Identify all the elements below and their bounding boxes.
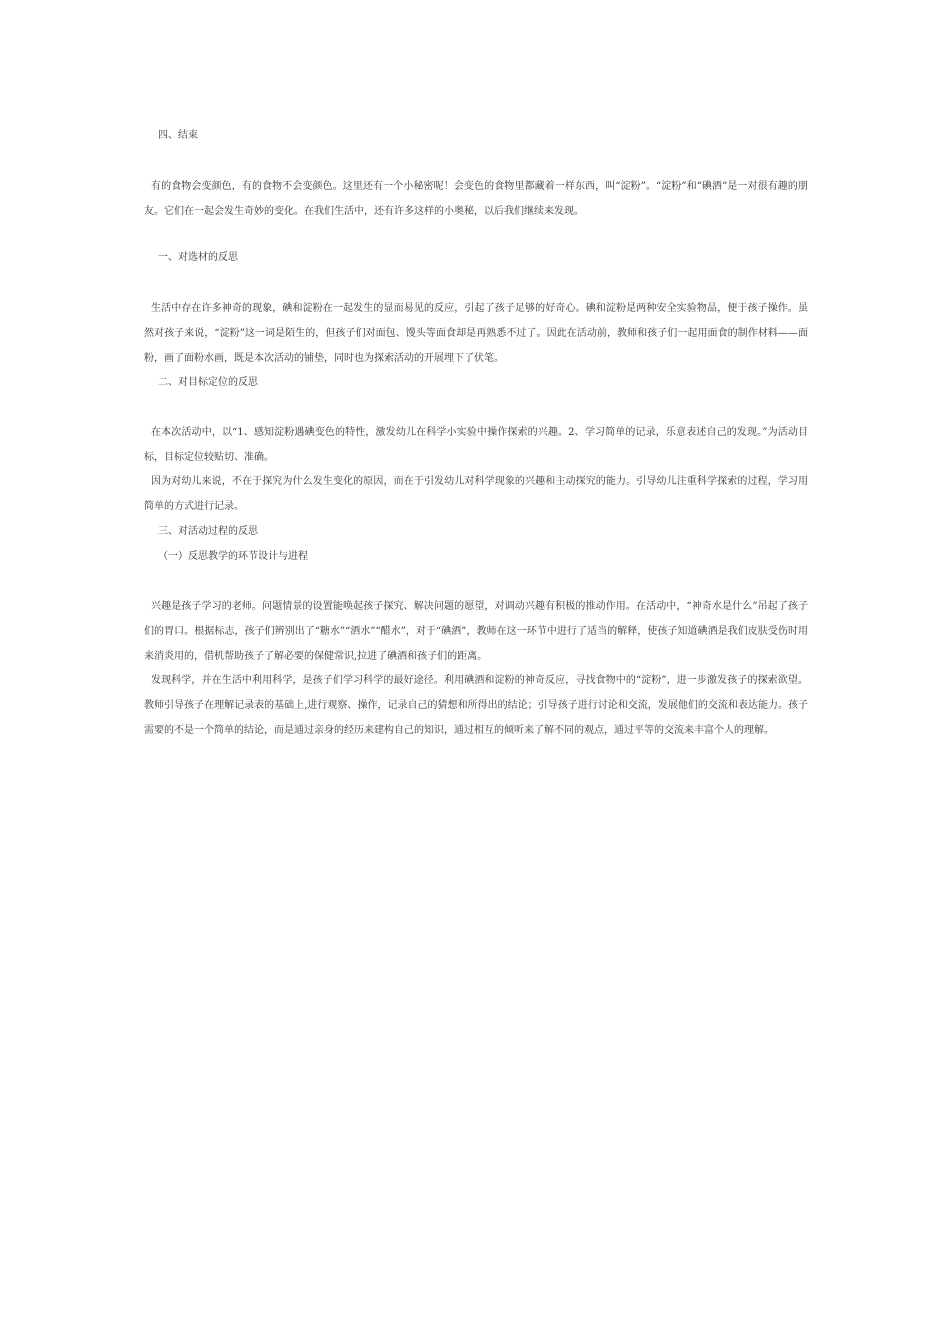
paragraph-ending: 有的食物会变颜色，有的食物不会变颜色。这里还有一个小秘密呢！会变色的食物里都藏着一样东西，叫“淀粉”。“淀粉”和“碘酒”是一对很有趣的朋友。它们在一起会发生奇妙的变化。在我们生活中，还有许多这样的小奥秘，以后我们继续来发现。: [144, 181, 808, 217]
section-heading-ending: 四、结束: [158, 130, 198, 141]
paragraph-goal-2: 因为对幼儿来说，不在于探究为什么发生变化的原因，而在于引发幼儿对科学现象的兴趣和主动探究的能力。引导幼儿注重科学探索的过程，学习用简单的方式进行记录。: [144, 476, 808, 512]
section-heading-process: 三、对活动过程的反思: [158, 526, 258, 537]
paragraph-material: 生活中存在许多神奇的现象，碘和淀粉在一起发生的显而易见的反应，引起了孩子足够的好奇心。碘和淀粉是两种安全实验物品，便于孩子操作。虽然对孩子来说，“淀粉”这一词是陌生的，但孩子们对面包、馒头等面食却是再熟悉不过了。因此在活动前，教师和孩子们一起用面食的制作材料——面粉，画了面粉水画，既是本次活动的铺垫，同时也为探索活动的开展埋下了伏笔。: [144, 303, 808, 364]
section-heading-material: 一、对选材的反思: [158, 252, 238, 263]
paragraph-process-1: 兴趣是孩子学习的老师。问题情景的设置能唤起孩子探究、解决问题的愿望，对调动兴趣有积极的推动作用。在活动中，“神奇水是什么”吊起了孩子们的胃口。根据标志，孩子们辨别出了“糖水”“酒水”“醋水”，对于“碘酒”，教师在这一环节中进行了适当的解释，使孩子知道碘酒是我们皮肤受伤时用来消炎用的，借机帮助孩子了解必要的保健常识,拉进了碘酒和孩子们的距离。: [144, 601, 808, 662]
subsection-heading-process-1: （一）反思教学的环节设计与进程: [158, 551, 308, 562]
paragraph-goal-1: 在本次活动中，以“1、感知淀粉遇碘变色的特性，激发幼儿在科学小实验中操作探索的兴趣。2、学习简单的记录，乐意表述自己的发现。”为活动目标，目标定位较贴切、准确。: [144, 427, 808, 463]
section-heading-goal: 二、对目标定位的反思: [158, 377, 258, 388]
paragraph-process-2: 发现科学，并在生活中利用科学，是孩子们学习科学的最好途径。利用碘酒和淀粉的神奇反应，寻找食物中的“淀粉”，进一步激发孩子的探索欲望。教师引导孩子在理解记录表的基础上,进行观察、操作，记录自己的猜想和所得出的结论；引导孩子进行讨论和交流，发展他们的交流和表达能力。孩子需要的不是一个简单的结论，而是通过亲身的经历来建构自己的知识，通过相互的倾听来了解不同的观点，通过平等的交流来丰富个人的理解。: [144, 675, 808, 736]
